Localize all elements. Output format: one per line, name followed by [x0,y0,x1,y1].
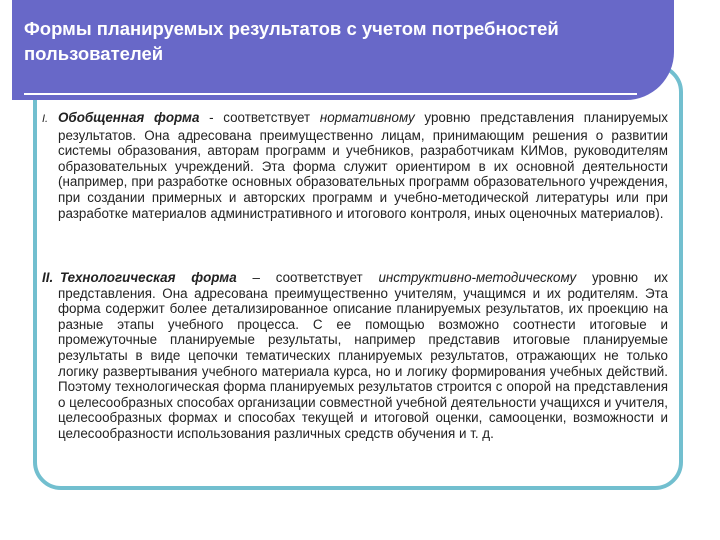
section-number: II. [42,270,54,285]
section-dash: - соответствует [199,110,320,125]
paragraph [42,270,668,442]
section-term: Технологическая форма [60,270,237,285]
section-generalized-form [42,110,668,221]
section-body: уровню представления планируемых результатов. Она адресована преимущественно лицам, принимающим решения о развитии системы образования, авторам программ и учебников, разработчикам КИМов, руководителям образовательных учреждений. Эта форма служит ориентиром в их основной деятельности (например, при разработке основных образовательных программ образовательного учреждения, при создании примерных и авторских программ и учебно-методической литературы или при разработке материалов административного и итогового контроля, иных оценочных материалов). [58,110,668,221]
section-emphasis: инструктивно-методическому [378,270,577,285]
title-underline [24,93,637,95]
section-emphasis: нормативному [319,110,415,125]
paragraph [42,110,668,221]
section-dash: – соответствует [236,270,379,285]
section-technological-form [42,270,668,442]
slide-title: Формы планируемых результатов с учетом потребностей пользователей [24,18,559,64]
section-body: уровню их представления. Она адресована преимущественно учителям, учащимся и их родителям. Эта форма содержит более детализированное описание планируемых результатов, их проекцию на разные этапы учебного процесса. С ее помощью возможно соотнести итоговые и промежуточные планируемые результаты, например представив итоговые планируемые результаты в виде цепочки тематических планируемых результатов, отражающих не только логику развертывания учебного материала курса, но и логику формирования учебных действий. Поэтому технологическая форма планируемых результатов строится с опорой на представления о целесообразных способах организации совместной учебной деятельности учащихся и учителя, целесообразных формах и способах текущей и итоговой оценки, самооценки, возможности и целесообразности использования различных средств обучения и т. д. [58,270,668,441]
section-number: I. [42,113,49,125]
section-term: Обобщенная форма [58,110,200,125]
